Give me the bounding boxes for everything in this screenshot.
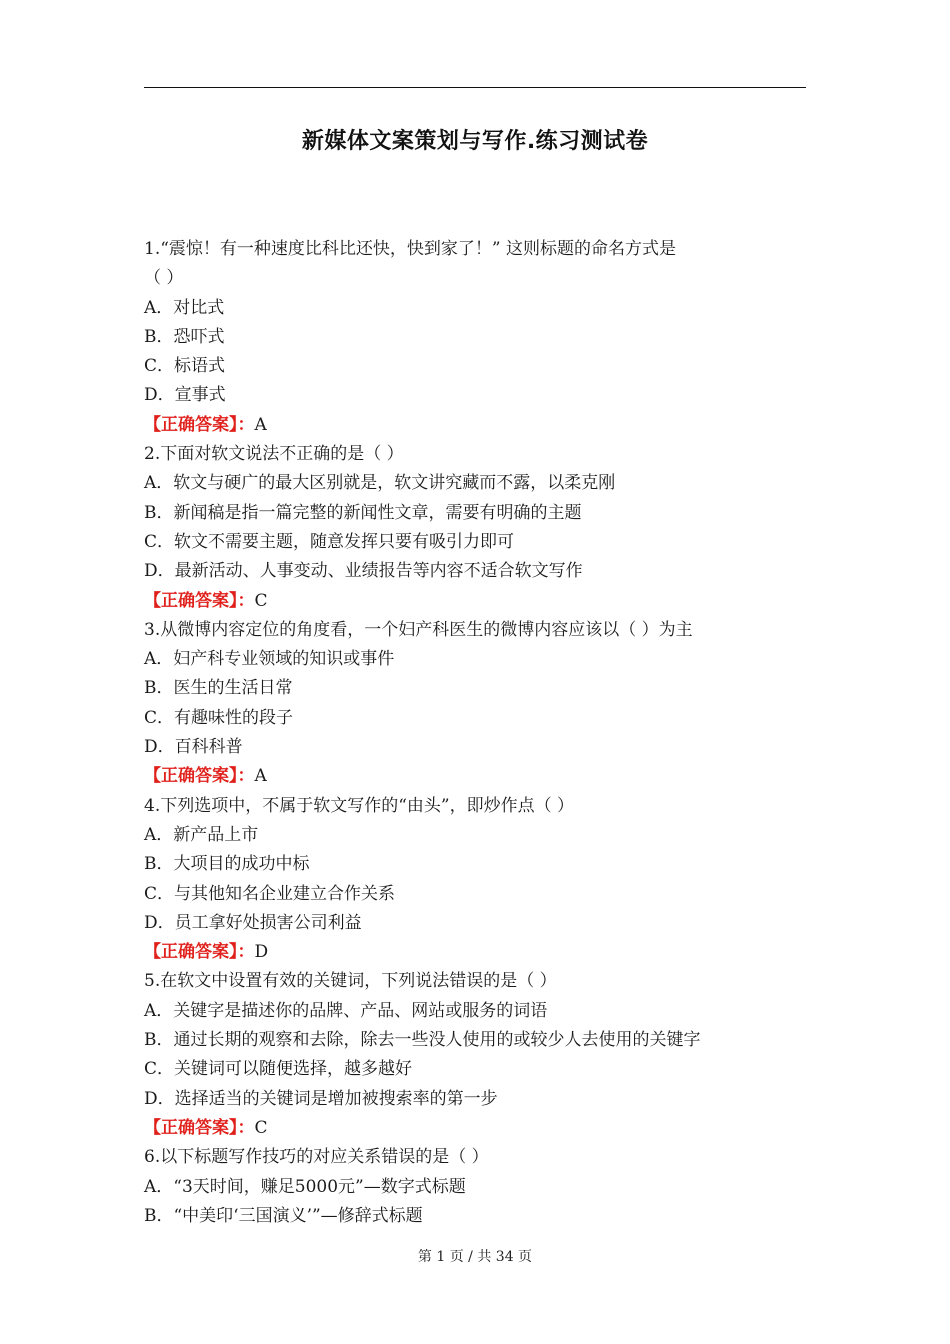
question-1-option-d: D．宣事式 xyxy=(144,385,226,406)
page-footer: 第 1 页 / 共 34 页 xyxy=(417,1249,533,1265)
question-5-option-c: C．关键词可以随便选择，越多越好 xyxy=(144,1059,413,1080)
question-5-answer xyxy=(144,1114,784,1143)
question-2-option-c: C．软文不需要主题，随意发挥只要有吸引力即可 xyxy=(144,531,515,552)
question-4-stem: 4.下列选项中，不属于软文写作的“由头”，即炒作点（ ） xyxy=(144,795,575,816)
question-3-answer xyxy=(144,762,784,791)
question-4-option-b: B．大项目的成功中标 xyxy=(144,854,310,875)
question-2-option-a: A．软文与硬广的最大区别就是，软文讲究藏而不露，以柔克刚 xyxy=(144,473,616,494)
question-2-option-b: B．新闻稿是指一篇完整的新闻性文章，需要有明确的主题 xyxy=(144,502,582,523)
answer-label: 【正确答案】： xyxy=(144,942,255,963)
answer-label: 【正确答案】： xyxy=(144,1117,255,1138)
header-rule xyxy=(144,87,806,88)
question-1-option-c: C．标语式 xyxy=(144,356,226,377)
answer-value: C xyxy=(254,1117,268,1138)
question-5-option-a: A．关键字是描述你的品牌、产品、网站或服务的词语 xyxy=(144,1000,548,1021)
question-6-stem: 6.以下标题写作技巧的对应关系错误的是（ ） xyxy=(144,1147,489,1168)
question-3-stem: 3.从微博内容定位的角度看，一个妇产科医生的微博内容应该以（ ）为主 xyxy=(144,619,693,640)
question-1-option-a: A．对比式 xyxy=(144,297,225,318)
question-3-option-c: C．有趣味性的段子 xyxy=(144,707,294,728)
question-5-option-b: B．通过长期的观察和去除，除去一些没人使用的或较少人去使用的关键字 xyxy=(144,1030,701,1051)
question-2 xyxy=(144,440,784,616)
question-5-option-d: D．选择适当的关键词是增加被搜索率的第一步 xyxy=(144,1088,498,1109)
question-3-option-a: A．妇产科专业领域的知识或事件 xyxy=(144,649,395,670)
answer-label: 【正确答案】： xyxy=(144,414,255,435)
question-6 xyxy=(144,1143,784,1231)
question-6-option-a: A．“3天时间，赚足5000元”—数字式标题 xyxy=(144,1176,466,1197)
question-1-stem: 1.“震惊！有一种速度比科比还快，快到家了！” 这则标题的命名方式是 xyxy=(144,239,677,259)
question-4-answer xyxy=(144,938,784,967)
answer-value: A xyxy=(254,414,267,435)
question-1 xyxy=(144,235,784,440)
answer-value: C xyxy=(254,590,268,611)
question-1-stem-continued: （ ） xyxy=(144,268,184,289)
question-3-option-d: D．百科科普 xyxy=(144,737,243,758)
question-5-stem: 5.在软文中设置有效的关键词，下列说法错误的是（ ） xyxy=(144,971,557,992)
question-4-option-c: C．与其他知名企业建立合作关系 xyxy=(144,883,396,904)
question-3-option-b: B．医生的生活日常 xyxy=(144,678,293,699)
answer-label: 【正确答案】： xyxy=(144,766,255,787)
document-title: 新媒体文案策划与写作.练习测试卷 xyxy=(301,129,649,154)
question-2-stem: 2.下面对软文说法不正确的是（ ） xyxy=(144,444,404,465)
question-4-option-d: D．员工拿好处损害公司利益 xyxy=(144,912,362,933)
question-list xyxy=(144,235,784,1231)
answer-label: 【正确答案】： xyxy=(144,590,255,611)
answer-value: A xyxy=(254,766,267,787)
question-2-option-d: D．最新活动、人事变动、业绩报告等内容不适合软文写作 xyxy=(144,561,583,582)
question-5 xyxy=(144,967,784,1143)
question-2-answer xyxy=(144,587,784,616)
question-3 xyxy=(144,616,784,792)
question-6-option-b: B．“中美印‘三国演义’”—修辞式标题 xyxy=(144,1205,423,1226)
question-1-answer xyxy=(144,411,784,440)
question-4-option-a: A．新产品上市 xyxy=(144,824,259,845)
answer-value: D xyxy=(254,942,269,963)
question-4 xyxy=(144,792,784,968)
question-1-option-b: B．恐吓式 xyxy=(144,326,225,347)
